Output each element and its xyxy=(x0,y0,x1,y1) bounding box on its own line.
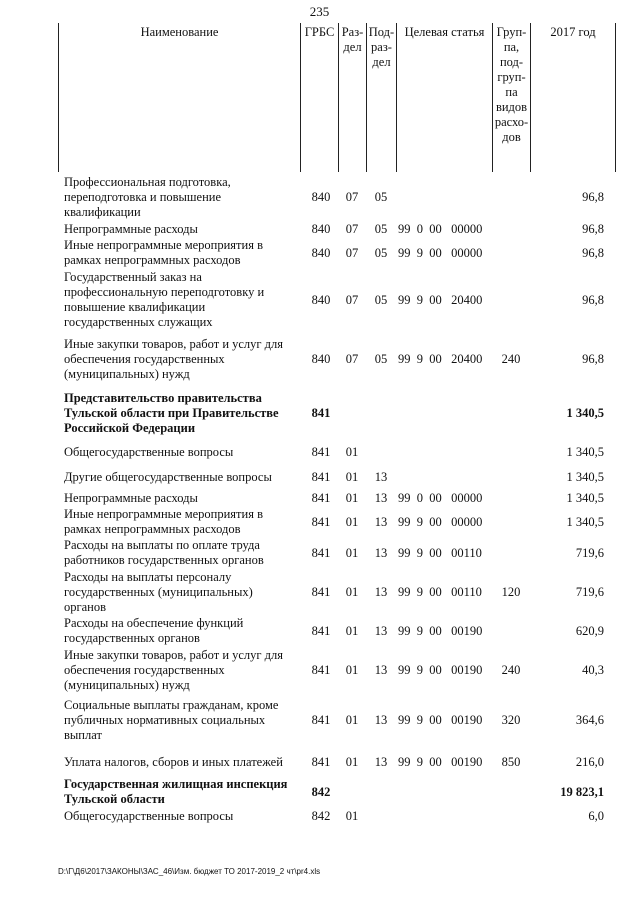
row-razdel: 01 xyxy=(345,515,359,529)
table-row xyxy=(58,506,616,537)
row-gruppa: 240 xyxy=(501,352,521,366)
row-name: Расходы на выплаты персоналу государственных (муниципальных) органов xyxy=(64,570,253,614)
row-podrazdel: 05 xyxy=(374,352,388,366)
row-grbs: 841 xyxy=(311,546,331,560)
row-celevaya: 99 9 00 00190 xyxy=(398,713,483,727)
header-grbs: ГРБС xyxy=(300,23,338,172)
file-path-footer: D:\Г\Д6\2017\ЗАКОНЫ\ЗАС_46\Изм. бюджет ТО 2017-2019_2 чт\pr4.xls xyxy=(58,867,321,876)
row-name: Социальные выплаты гражданам, кроме публичных нормативных социальных выплат xyxy=(64,698,279,742)
page-number: 235 xyxy=(309,4,330,19)
row-name: Расходы на обеспечение функций государственных органов xyxy=(64,616,244,645)
row-grbs: 841 xyxy=(311,470,331,484)
table-row xyxy=(58,647,616,693)
row-sum: 719,6 xyxy=(575,546,604,560)
row-razdel: 07 xyxy=(345,246,359,260)
row-grbs: 840 xyxy=(311,246,331,260)
row-grbs: 840 xyxy=(311,293,331,307)
table-row xyxy=(58,221,616,237)
row-name: Уплата налогов, сборов и иных платежей xyxy=(64,755,283,769)
row-celevaya: 99 9 00 20400 xyxy=(398,293,483,307)
row-podrazdel: 05 xyxy=(374,246,388,260)
row-podrazdel: 13 xyxy=(374,515,388,529)
row-sum: 719,6 xyxy=(575,585,604,599)
row-podrazdel: 13 xyxy=(374,663,388,677)
table-row xyxy=(58,331,616,387)
row-grbs: 841 xyxy=(311,585,331,599)
row-podrazdel: 13 xyxy=(374,624,388,638)
row-razdel: 01 xyxy=(345,546,359,560)
table-row xyxy=(58,387,616,440)
row-name: Представительство правительства Тульской области при Правительстве Российской Федерации xyxy=(64,391,279,435)
row-celevaya: 99 0 00 00000 xyxy=(398,491,483,505)
row-razdel: 01 xyxy=(345,585,359,599)
table-row xyxy=(58,615,616,647)
row-sum: 1 340,5 xyxy=(566,406,604,420)
row-razdel: 01 xyxy=(345,445,359,459)
row-grbs: 841 xyxy=(311,406,331,420)
row-gruppa: 240 xyxy=(501,663,521,677)
row-name: Государственная жилищная инспекция Тульской области xyxy=(64,777,288,806)
row-name: Непрограммные расходы xyxy=(64,222,198,236)
row-razdel: 07 xyxy=(345,352,359,366)
row-grbs: 841 xyxy=(311,663,331,677)
table-row xyxy=(58,490,616,506)
table-row xyxy=(58,237,616,269)
row-sum: 1 340,5 xyxy=(566,445,604,459)
table-row xyxy=(58,440,616,465)
row-grbs: 842 xyxy=(311,785,331,799)
row-razdel: 01 xyxy=(345,624,359,638)
row-name: Общегосударственные вопросы xyxy=(64,809,234,823)
row-sum: 96,8 xyxy=(582,222,604,236)
row-sum: 19 823,1 xyxy=(560,785,604,799)
header-celevaya: Целевая статья xyxy=(396,23,492,172)
row-gruppa: 850 xyxy=(501,755,521,769)
header-razdel: Раз- дел xyxy=(338,23,366,172)
table-row xyxy=(58,269,616,331)
row-name: Государственный заказ на профессиональную переподготовку и повышение квалификации государственных служащих xyxy=(64,270,265,329)
row-name: Общегосударственные вопросы xyxy=(64,445,234,459)
table-row xyxy=(58,693,616,748)
row-razdel: 01 xyxy=(345,470,359,484)
row-sum: 1 340,5 xyxy=(566,470,604,484)
row-celevaya: 99 9 00 00190 xyxy=(398,663,483,677)
row-grbs: 841 xyxy=(311,491,331,505)
header-year: 2017 год xyxy=(530,23,616,172)
table-row xyxy=(58,173,616,221)
row-name: Профессиональная подготовка, переподготовка и повышение квалификации xyxy=(64,175,231,219)
row-grbs: 841 xyxy=(311,445,331,459)
row-celevaya: 99 9 00 00110 xyxy=(398,585,482,599)
row-sum: 96,8 xyxy=(582,293,604,307)
row-name: Иные закупки товаров, работ и услуг для обеспечения государственных (муниципальных) нужд xyxy=(64,648,284,692)
row-sum: 620,9 xyxy=(575,624,604,638)
row-podrazdel: 05 xyxy=(374,190,388,204)
row-celevaya: 99 9 00 00000 xyxy=(398,515,483,529)
table-row xyxy=(58,808,616,824)
row-podrazdel: 13 xyxy=(374,713,388,727)
row-podrazdel: 13 xyxy=(374,470,388,484)
row-gruppa: 120 xyxy=(501,585,521,599)
row-sum: 40,3 xyxy=(582,663,604,677)
table-row xyxy=(58,569,616,615)
row-podrazdel: 05 xyxy=(374,293,388,307)
row-celevaya: 99 9 00 00000 xyxy=(398,246,483,260)
row-grbs: 840 xyxy=(311,190,331,204)
row-podrazdel: 13 xyxy=(374,585,388,599)
row-sum: 96,8 xyxy=(582,352,604,366)
table-row xyxy=(58,776,616,808)
row-sum: 216,0 xyxy=(575,755,604,769)
row-podrazdel: 13 xyxy=(374,491,388,505)
row-name: Непрограммные расходы xyxy=(64,491,198,505)
row-celevaya: 99 9 00 20400 xyxy=(398,352,483,366)
row-grbs: 840 xyxy=(311,222,331,236)
row-name: Иные непрограммные мероприятия в рамках непрограммных расходов xyxy=(64,507,263,536)
table-body xyxy=(58,173,616,824)
row-razdel: 01 xyxy=(345,663,359,677)
row-grbs: 841 xyxy=(311,713,331,727)
row-razdel: 01 xyxy=(345,713,359,727)
row-grbs: 842 xyxy=(311,809,331,823)
row-grbs: 841 xyxy=(311,755,331,769)
row-celevaya: 99 9 00 00110 xyxy=(398,546,482,560)
header-name: Наименование xyxy=(58,23,300,172)
row-razdel: 07 xyxy=(345,222,359,236)
row-sum: 364,6 xyxy=(575,713,604,727)
row-celevaya: 99 9 00 00190 xyxy=(398,624,483,638)
row-sum: 96,8 xyxy=(582,246,604,260)
header-podrazdel: Под- раз- дел xyxy=(366,23,396,172)
row-sum: 6,0 xyxy=(588,809,604,823)
row-grbs: 841 xyxy=(311,624,331,638)
row-razdel: 01 xyxy=(345,491,359,505)
table-row xyxy=(58,465,616,490)
row-gruppa: 320 xyxy=(501,713,521,727)
row-podrazdel: 13 xyxy=(374,546,388,560)
row-razdel: 07 xyxy=(345,190,359,204)
row-sum: 96,8 xyxy=(582,190,604,204)
row-celevaya: 99 0 00 00000 xyxy=(398,222,483,236)
header-gruppa: Груп- па, под- груп- па видов расхо- дов xyxy=(492,23,530,172)
row-name: Другие общегосударственные вопросы xyxy=(64,470,272,484)
row-podrazdel: 05 xyxy=(374,222,388,236)
table-row xyxy=(58,748,616,776)
row-celevaya: 99 9 00 00190 xyxy=(398,755,483,769)
row-name: Иные закупки товаров, работ и услуг для обеспечения государственных (муниципальных) нужд xyxy=(64,337,284,381)
row-name: Иные непрограммные мероприятия в рамках непрограммных расходов xyxy=(64,238,263,267)
table-row xyxy=(58,537,616,569)
row-sum: 1 340,5 xyxy=(566,491,604,505)
row-sum: 1 340,5 xyxy=(566,515,604,529)
row-podrazdel: 13 xyxy=(374,755,388,769)
row-razdel: 01 xyxy=(345,809,359,823)
row-name: Расходы на выплаты по оплате труда работников государственных органов xyxy=(64,538,264,567)
row-razdel: 07 xyxy=(345,293,359,307)
row-grbs: 840 xyxy=(311,352,331,366)
row-grbs: 841 xyxy=(311,515,331,529)
row-razdel: 01 xyxy=(345,755,359,769)
